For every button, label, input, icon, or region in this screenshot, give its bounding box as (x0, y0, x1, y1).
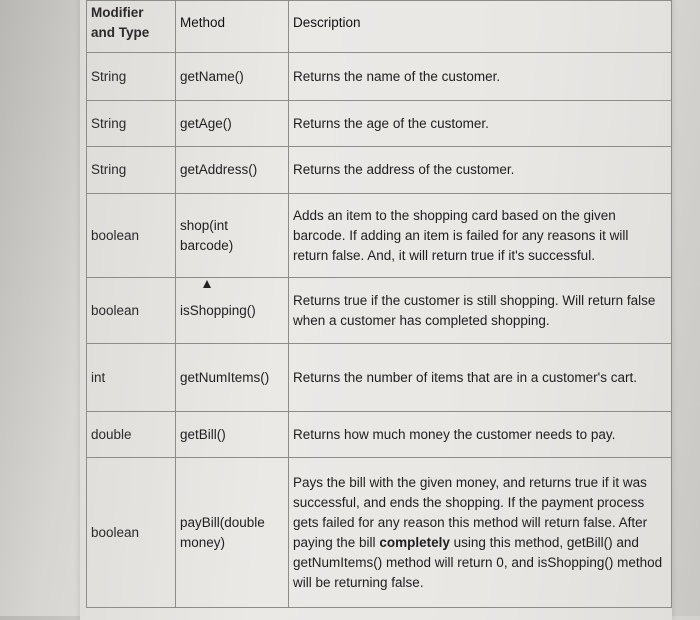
cell-description: Adds an item to the shopping card based on the given barcode. If adding an item is failed for any reasons it will return false. And, it will return true if it's successful. (289, 194, 672, 278)
cell-type: boolean (87, 278, 176, 344)
cell-type: double (87, 412, 176, 458)
table-header-row (87, 1, 672, 53)
table-row (87, 194, 672, 278)
cell-type: boolean (87, 194, 176, 278)
table-row (87, 101, 672, 147)
cell-method: getNumItems() (176, 344, 289, 412)
description-text-before: Pays the bill with the given money, and returns true if it was successful, and ends the shopping. If the payment process gets failed for any reason this method will return false. After paying the bill (293, 474, 648, 550)
cell-description: Returns the address of the customer. (289, 147, 672, 194)
cell-description: Returns the number of items that are in a customer's cart. (289, 344, 672, 412)
cell-description: Returns true if the customer is still shopping. Will return false when a customer has completed shopping. (289, 278, 672, 344)
cell-type: String (87, 53, 176, 101)
header-description: Description (289, 1, 672, 53)
table-row (87, 147, 672, 194)
cell-description: Returns the age of the customer. (289, 101, 672, 147)
cell-method: getAge() (176, 101, 289, 147)
cell-description (289, 458, 672, 608)
description-emphasis: completely (379, 534, 450, 550)
header-modifier-type: Modifier and Type (87, 1, 176, 53)
table-row (87, 278, 672, 344)
cell-type: boolean (87, 458, 176, 608)
table-row (87, 458, 672, 608)
cell-method: getAddress() (176, 147, 289, 194)
table-row (87, 344, 672, 412)
cell-type: int (87, 344, 176, 412)
cell-method: isShopping() (176, 278, 289, 344)
method-summary-table (86, 0, 672, 608)
cell-description: Returns how much money the customer needs to pay. (289, 412, 672, 458)
table-row (87, 412, 672, 458)
cell-type: String (87, 101, 176, 147)
cell-description: Returns the name of the customer. (289, 53, 672, 101)
mouse-cursor-icon (203, 280, 211, 288)
cell-method: shop(int barcode) (176, 194, 289, 278)
cell-method: getName() (176, 53, 289, 101)
header-method: Method (176, 1, 289, 53)
cell-method: getBill() (176, 412, 289, 458)
cell-type: String (87, 147, 176, 194)
cell-method: payBill(double money) (176, 458, 289, 608)
table-row (87, 53, 672, 101)
description-text-after: using this method, getBill() and getNumItems() method will return 0, and isShopping() method will be returning false. (293, 534, 663, 590)
